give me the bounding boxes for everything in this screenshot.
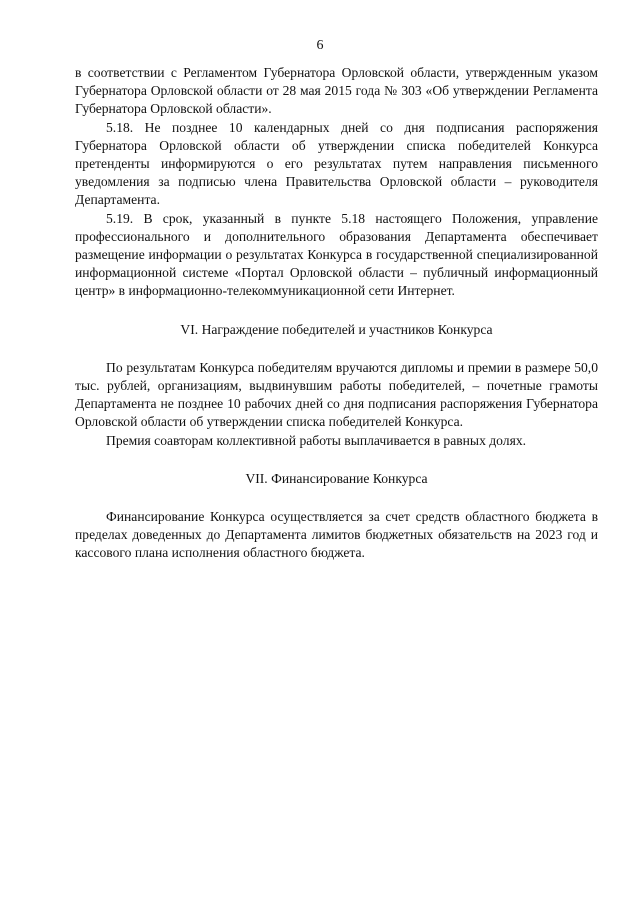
clause-5-18: 5.18. Не позднее 10 календарных дней со дня подписания распоряжения Губернатора Орловской области об утверждении списка победителей Конкурса претенденты информируются о его результатах путем направления письменного уведомления за подписью члена Правительства Орловской области – руководителя Департамента. (75, 119, 598, 208)
document-body (75, 64, 598, 563)
section-6-paragraph-2: Премия соавторам коллективной работы выплачивается в равных долях. (106, 432, 527, 448)
section-6-heading: VI. Награждение победителей и участников Конкурса (180, 321, 493, 337)
section-7-heading: VII. Финансирование Конкурса (245, 470, 428, 486)
continuation-paragraph: в соответствии с Регламентом Губернатора Орловской области, утвержденным указом Губернатора Орловской области от 28 мая 2015 года № 303 «Об утверждении Регламента Губернатора Орловской области». (75, 65, 598, 117)
clause-5-19: 5.19. В срок, указанный в пункте 5.18 настоящего Положения, управление профессионального и дополнительного образования Департамента обеспечивает размещение информации о результатах Конкурса в государственной специализированной информационной системе «Портал Орловской области – публичный информационный центр» в информационно-телекоммуникационной сети Интернет. (75, 210, 598, 299)
section-6-paragraph-1: По результатам Конкурса победителям вручаются дипломы и премии в размере 50,0 тыс. рублей, организациям, выдвинувшим работы победителей, – почетные грамоты Департамента не позднее 10 рабочих дней со дня подписания распоряжения Губернатора Орловской области об утверждении списка победителей Конкурса. (75, 359, 598, 430)
section-7-paragraph-1: Финансирование Конкурса осуществляется за счет средств областного бюджета в пределах доведенных до Департамента лимитов бюджетных обязательств на 2023 год и кассового плана исполнения областного бюджета. (75, 509, 598, 561)
page-number: 6 (316, 38, 324, 53)
